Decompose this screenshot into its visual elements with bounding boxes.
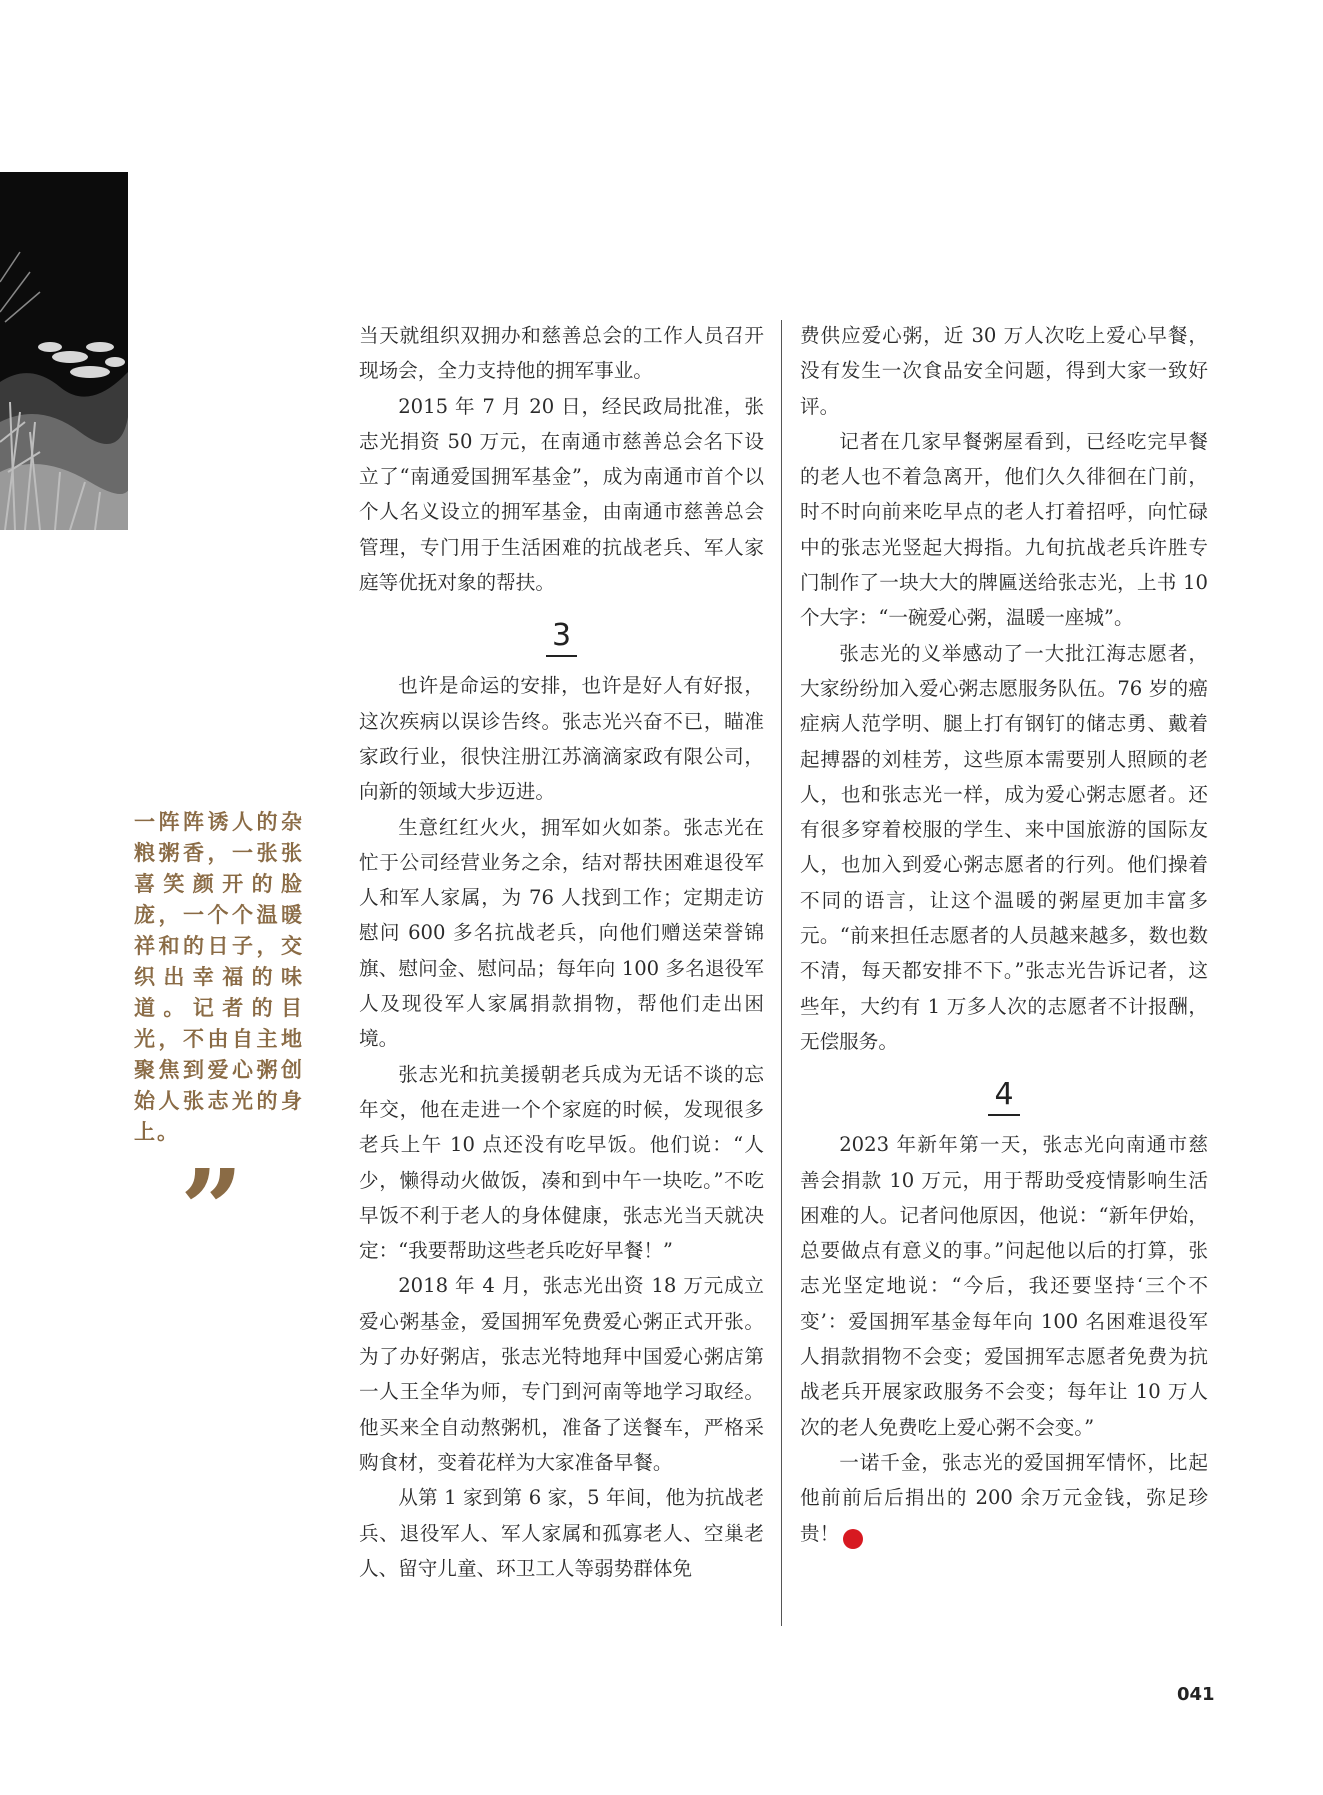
paragraph: 当天就组织双拥办和慈善总会的工作人员召开现场会，全力支持他的拥军事业。 (359, 324, 764, 383)
closing-text: 一诺千金，张志光的爱国拥军情怀，比起他前前后后捐出的 200 余万元金钱，弥足珍贵！ (800, 1450, 1208, 1545)
paragraph: 张志光和抗美援朝老兵成为无话不谈的忘年交，他在走进一个个家庭的时候，发现很多老兵上午 10 点还没有吃早饭。他们说：“人少，懒得动火做饭，凑和到中午一块吃。”不吃早饭不利于老人的身体健康，张志光当天就决定：“我要帮助这些老兵吃好早餐！” (359, 1062, 764, 1263)
paragraph: 费供应爱心粥，近 30 万人次吃上爱心早餐，没有发生一次食品安全问题，得到大家一致好评。 (800, 324, 1208, 418)
paragraph: 2018 年 4 月，张志光出资 18 万元成立爱心粥基金，爱国拥军免费爱心粥正式开张。为了办好粥店，张志光特地拜中国爱心粥店第一人王全华为师，专门到河南等地学习取经。他买来全自动熬粥机，准备了送餐车，严格采购食材，变着花样为大家准备早餐。 (359, 1274, 764, 1474)
right-column (800, 318, 1208, 1551)
paragraph: 也许是命运的安排，也许是好人有好报，这次疾病以误诊告终。张志光兴奋不已，瞄准家政行业，很快注册江苏滴滴家政有限公司，向新的领域大步迈进。 (359, 674, 764, 804)
pull-quote: 一阵阵诱人的杂粮粥香，一张张喜笑颜开的脸庞，一个个温暖祥和的日子，交织出幸福的味道。记者的目光，不由自主地聚焦到爱心粥创始人张志光的身上。 (134, 810, 304, 1144)
magazine-logo-icon: N (843, 1529, 863, 1549)
paragraph: 张志光的义举感动了一大批江海志愿者，大家纷纷加入爱心粥志愿服务队伍。76 岁的癌症病人范学明、腿上打有钢钉的储志勇、戴着起搏器的刘桂芳，这些原本需要别人照顾的老人，也和张志光一样，成为爱心粥志愿者。还有很多穿着校服的学生、来中国旅游的国际友人，也加入到爱心粥志愿者的行列。他们操着不同的语言，让这个温暖的粥屋更加丰富多元。“前来担任志愿者的人员越来越多，数也数不清，每天都安排不下。”张志光告诉记者，这些年，大约有 1 万多人次的志愿者不计报酬，无偿服务。 (800, 641, 1208, 1053)
column-divider (781, 320, 782, 1626)
paragraph (800, 1445, 1208, 1551)
closing-quote-icon: ” (180, 1145, 244, 1274)
section-heading-4: 4 (800, 1075, 1208, 1121)
night-photo (0, 172, 128, 530)
page-number: 041 (1177, 1684, 1215, 1705)
section-heading-3: 3 (359, 616, 764, 662)
paragraph: 从第 1 家到第 6 家，5 年间，他为抗战老兵、退役军人、军人家属和孤寡老人、空巢老人、留守儿童、环卫工人等弱势群体免 (359, 1486, 764, 1580)
paragraph: 2023 年新年第一天，张志光向南通市慈善会捐款 10 万元，用于帮助受疫情影响生活困难的人。记者问他原因，他说：“新年伊始，总要做点有意义的事。”问起他以后的打算，张志光坚定地说：“今后，我还要坚持‘三个不变’：爱国拥军基金每年向 100 名困难退役军人捐款捐物不会变；爱国拥军志愿者免费为抗战老兵开展家政服务不会变；每年让 10 万人次的老人免费吃上爱心粥不会变。” (800, 1133, 1208, 1439)
paragraph: 2015 年 7 月 20 日，经民政局批准，张志光捐资 50 万元，在南通市慈善总会名下设立了“南通爱国拥军基金”，成为南通市首个以个人名义设立的拥军基金，由南通市慈善总会管理，专门用于生活困难的抗战老兵、军人家庭等优抚对象的帮扶。 (359, 394, 764, 595)
paragraph: 生意红红火火，拥军如火如荼。张志光在忙于公司经营业务之余，结对帮扶困难退役军人和军人家属，为 76 人找到工作；定期走访慰问 600 多名抗战老兵，向他们赠送荣誉锦旗、慰问金、慰问品；每年向 100 多名退役军人及现役军人家属捐款捐物，帮他们走出困境。 (359, 815, 764, 1051)
paragraph: 记者在几家早餐粥屋看到，已经吃完早餐的老人也不着急离开，他们久久徘徊在门前，时不时向前来吃早点的老人打着招呼，向忙碌中的张志光竖起大拇指。九旬抗战老兵许胜专门制作了一块大大的牌匾送给张志光，上书 10 个大字：“一碗爱心粥，温暖一座城”。 (800, 429, 1208, 630)
left-column (359, 318, 764, 1586)
